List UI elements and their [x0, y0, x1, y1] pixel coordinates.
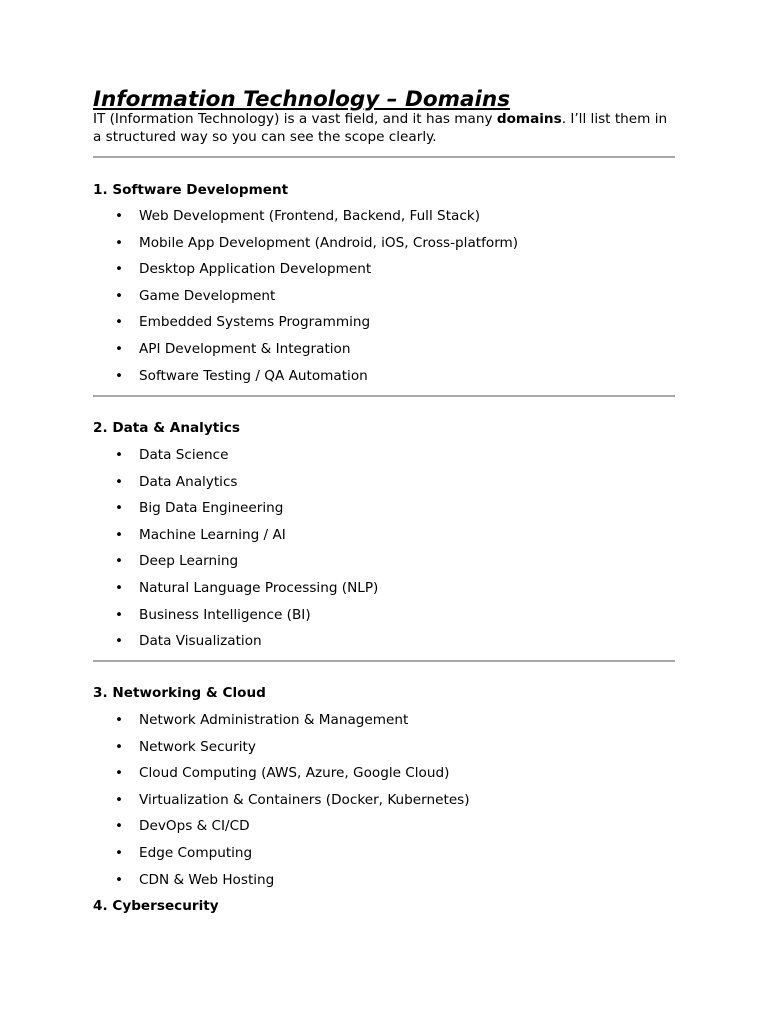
bullet-icon: • — [115, 738, 124, 755]
list-item-text: Business Intelligence (BI) — [139, 606, 311, 623]
list-item-text: Data Analytics — [139, 473, 238, 490]
section-heading-networking-cloud: 3. Networking & Cloud — [93, 685, 266, 701]
section-heading-cybersecurity: 4. Cybersecurity — [93, 898, 219, 914]
bullet-icon: • — [115, 314, 124, 331]
intro-bold-keyword: domains — [496, 111, 562, 127]
intro-text-start: IT (Information Technology) is a vast field, and it has many — [93, 111, 497, 127]
list-item-text: Software Testing / QA Automation — [139, 367, 368, 384]
bullet-icon: • — [115, 765, 124, 782]
bullet-icon: • — [115, 526, 124, 543]
bullet-icon: • — [115, 287, 124, 304]
list-item-text: Cloud Computing (AWS, Azure, Google Cloud) — [139, 765, 450, 782]
bullet-icon: • — [115, 447, 124, 463]
bullet-icon: • — [115, 367, 124, 384]
section-heading-software-development: 1. Software Development — [93, 182, 289, 198]
section-divider — [93, 156, 675, 158]
list-item-text: Natural Language Processing (NLP) — [139, 579, 379, 596]
bullet-icon: • — [115, 208, 124, 224]
list-item-text: Edge Computing — [139, 844, 253, 861]
list-item-text: Network Administration & Management — [139, 712, 409, 728]
list-item-text: Mobile App Development (Android, iOS, Cross-platform) — [139, 234, 519, 251]
bullet-icon: • — [115, 606, 124, 623]
bullet-icon: • — [115, 340, 124, 357]
list-item-text: CDN & Web Hosting — [139, 871, 275, 888]
list-item-text: Desktop Application Development — [139, 261, 372, 278]
bullet-icon: • — [115, 871, 124, 888]
bullet-icon: • — [115, 500, 124, 517]
intro-text-end: . I’ll list them in a structured way so you can see the scope clearly. — [93, 111, 668, 145]
bullet-icon: • — [115, 818, 124, 835]
list-item-text: Virtualization & Containers (Docker, Kubernetes) — [139, 791, 470, 808]
bullet-icon: • — [115, 712, 124, 728]
bullet-icon: • — [115, 579, 124, 596]
list-item-text: Data Science — [139, 447, 229, 463]
bullet-icon: • — [115, 473, 124, 490]
list-item-text: Data Visualization — [139, 633, 262, 650]
bullet-icon: • — [115, 633, 124, 650]
list-item-text: Network Security — [139, 738, 256, 755]
bullet-icon: • — [115, 553, 124, 570]
document-title: Information Technology – Domains — [93, 87, 511, 112]
bullet-icon: • — [115, 261, 124, 278]
list-item-text: Embedded Systems Programming — [139, 314, 371, 331]
bullet-icon: • — [115, 844, 124, 861]
list-item-text: API Development & Integration — [139, 340, 351, 357]
list-item-text: Web Development (Frontend, Backend, Full Stack) — [139, 208, 480, 224]
list-item-text: DevOps & CI/CD — [139, 818, 250, 835]
intro-paragraph — [93, 111, 675, 146]
list-item-text: Deep Learning — [139, 553, 239, 570]
section-divider — [93, 395, 675, 397]
list-item-text: Machine Learning / AI — [139, 526, 286, 543]
bullet-icon: • — [115, 234, 124, 251]
section-divider — [93, 660, 675, 662]
list-item-text: Game Development — [139, 287, 276, 304]
list-item-text: Big Data Engineering — [139, 500, 284, 517]
bullet-icon: • — [115, 791, 124, 808]
section-heading-data-analytics: 2. Data & Analytics — [93, 420, 241, 436]
